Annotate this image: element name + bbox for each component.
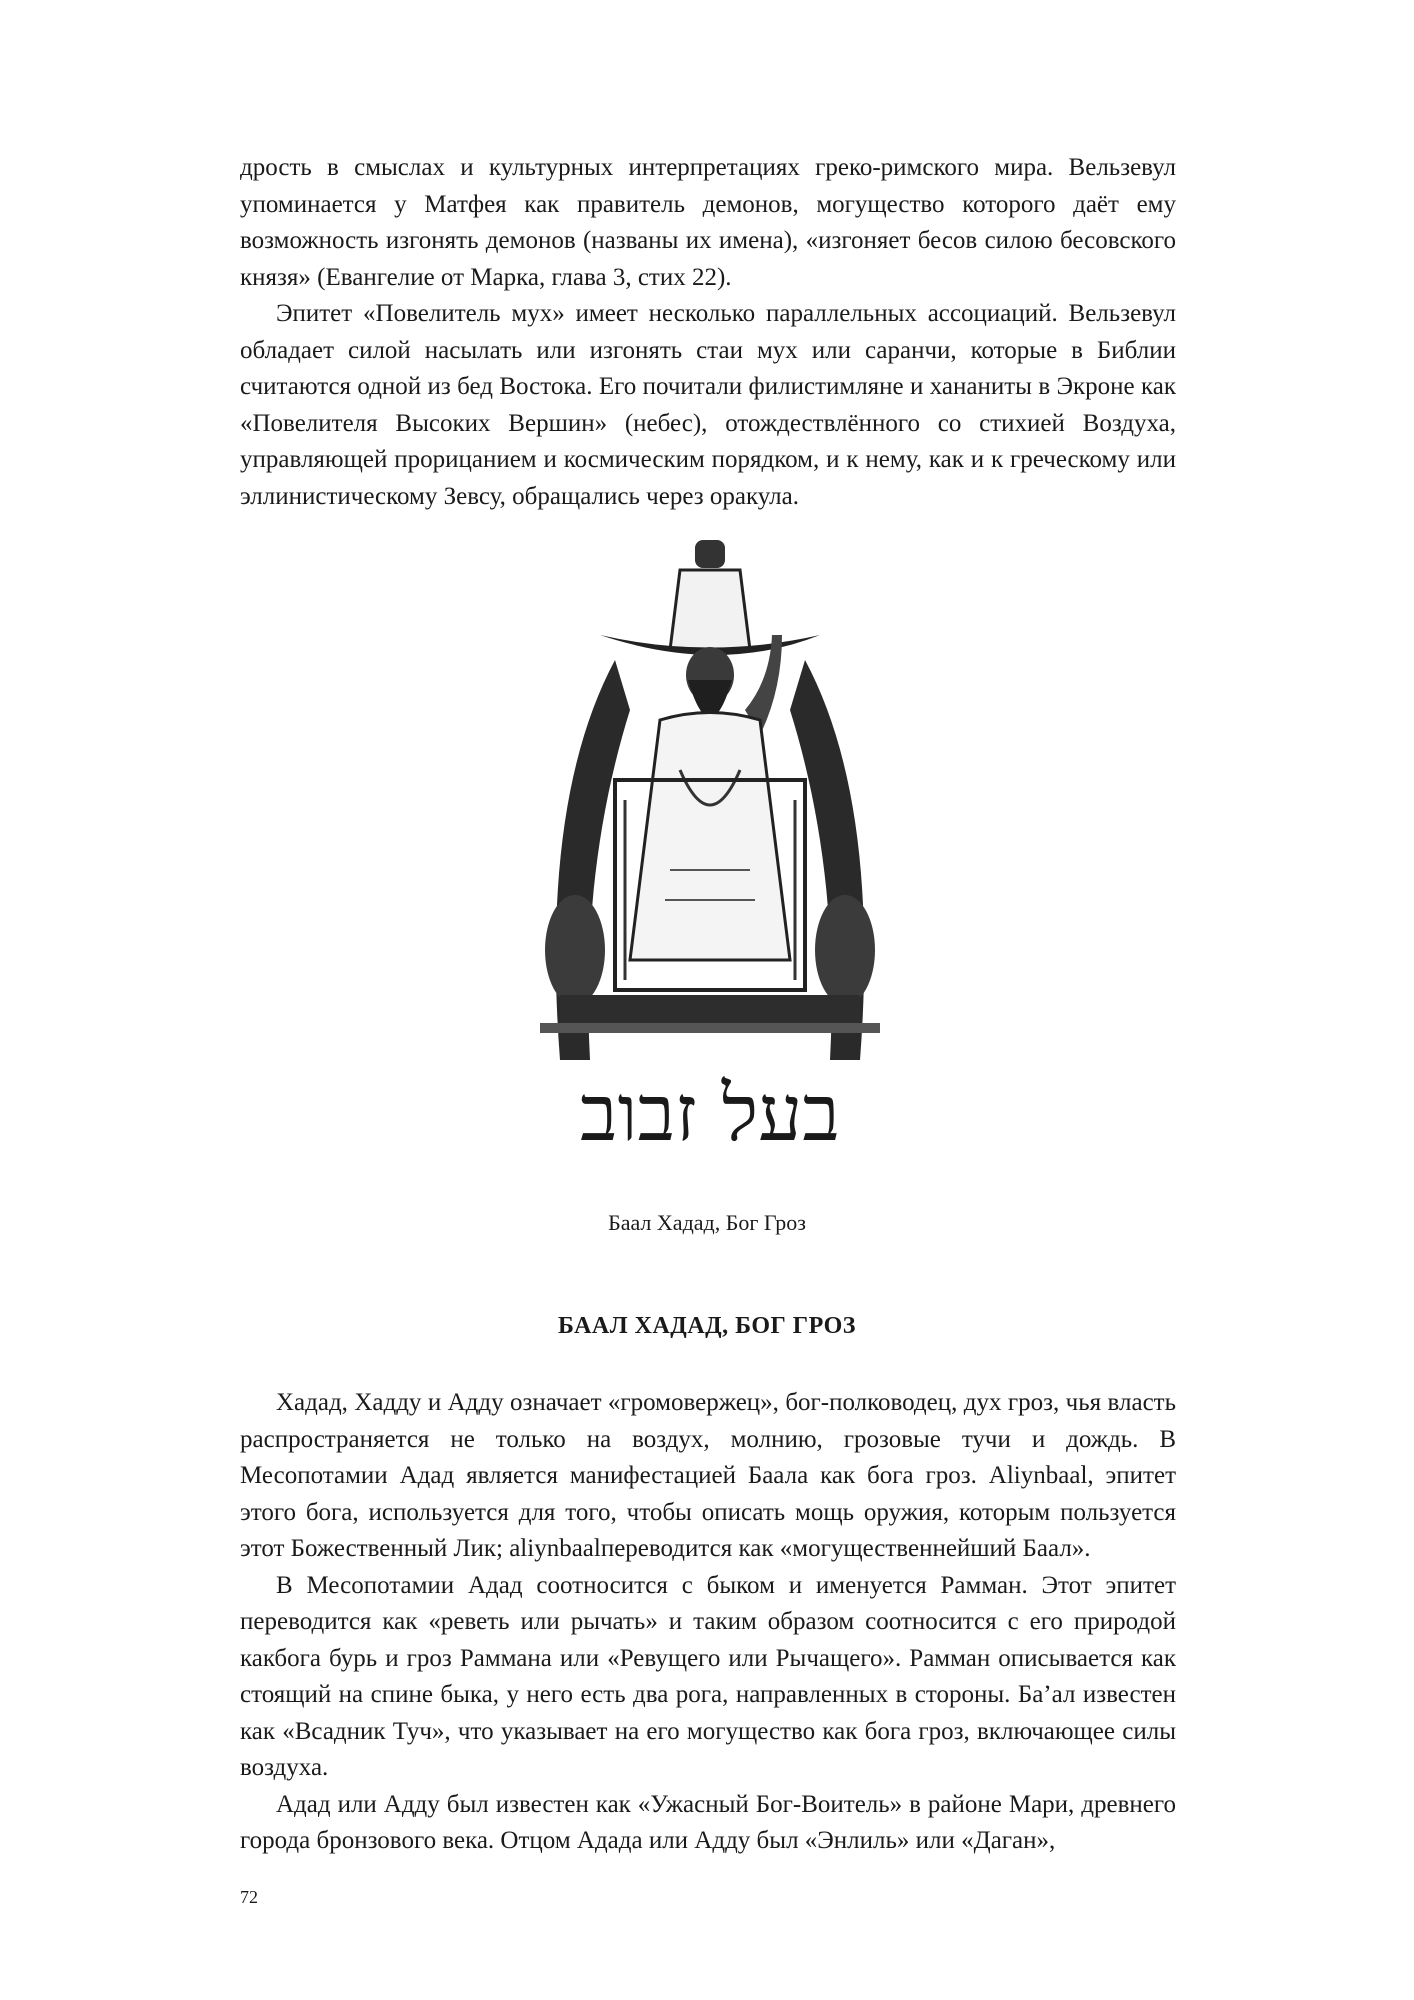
paragraph: дрость в смыслах и культурных интерпретациях греко-римского мира. Вельзевул упоминается у Матфея как правитель демонов, могущество которого даёт ему возможность изгонять демонов (названы их имена), «изгоняет бесов силою бесовского князя» (Евангелие от Марка, глава 3, стих 22).: [240, 154, 1176, 291]
right-guardian: [815, 895, 875, 1005]
enthroned-deity-drawing: [520, 540, 900, 1210]
robe: [630, 713, 790, 961]
paragraph: Хадад, Хадду и Адду означает «громовержец», бог-полководец, дух гроз, чья власть распространяется не только на воздух, молнию, грозовые тучи и дождь. В Месопотамии Адад является манифестацией Баала как бога гроз. Aliynbaal, эпитет этого бога, используется для того, чтобы описать мощь оружия, которым пользуется этот Божественный Лик; aliynbaalпереводится как «могущественнейший Баал».: [240, 1389, 1176, 1562]
figure-caption: Баал Хадад, Бог Гроз: [608, 1210, 806, 1235]
paragraph: Эпитет «Повелитель мух» имеет несколько параллельных ассоциаций. Вельзевул обладает силой насылать или изгонять стаи мух или саранчи, которые в Библии считаются одной из бед Востока. Его почитали филистимляне и хананиты в Экроне как «Повелителя Высоких Вершин» (небес), отождествлённого со стихией Воздуха, управляющей прорицанием и космическим порядком, и к нему, как и к греческому или эллинистическому Зевсу, обращались через оракула.: [240, 300, 1176, 510]
crown: [670, 570, 750, 650]
paragraph: Адад или Адду был известен как «Ужасный Бог-Воитель» в районе Мари, древнего города бронзового века. Отцом Адада или Адду был «Энлиль» или «Даган»,: [240, 1790, 1176, 1854]
page-number: 72: [240, 1887, 258, 1907]
section-heading: БААЛ ХАДАД, БОГ ГРОЗ: [558, 1313, 856, 1339]
top-text-block: [240, 150, 1176, 515]
baal-illustration: [520, 540, 900, 1210]
left-guardian: [545, 895, 605, 1005]
paragraph: В Месопотамии Адад соотносится с быком и именуется Рамман. Этот эпитет переводится как «реветь или рычать» и таким образом соотносится с его природой какбога бурь и гроз Раммана или «Ревущего или Рычащего». Рамман описывается как стоящий на спине быка, у него есть два рога, направленных в стороны. Ба’ал известен как «Всадник Туч», что указывает на его могущество как бога гроз, включающее силы воздуха.: [240, 1571, 1176, 1781]
hebrew-inscription: בעל זבוב: [580, 1069, 840, 1159]
crown-top: [695, 540, 725, 568]
bottom-text-block: [240, 1385, 1176, 1860]
throne-base: [560, 995, 860, 1023]
